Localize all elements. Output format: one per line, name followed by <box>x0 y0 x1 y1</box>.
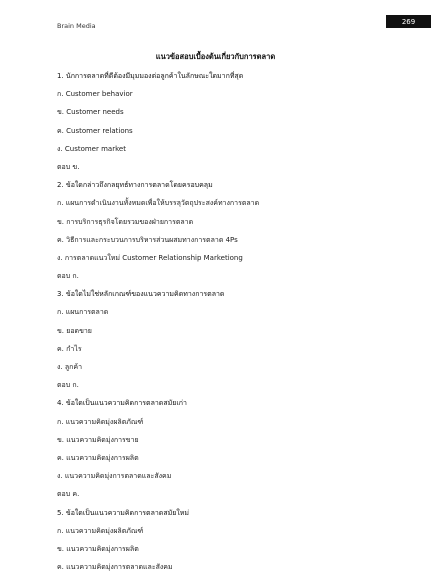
answer-text: ตอบ ก. <box>57 272 79 281</box>
answer-text: ตอบ ข. <box>57 162 80 171</box>
choice-text: ก. แผนการดำเนินงานทั้งหมดเพื่อให้บรรลุวัตถุประสงค์ทางการตลาด <box>57 199 260 208</box>
choice-text: ง. การตลาดแนวใหม่ Customer Relationship Marketiong <box>57 253 243 262</box>
choice-text: ข. แนวความคิดมุ่งการขาย <box>57 435 139 444</box>
answer-text: ตอบ ค. <box>57 490 80 499</box>
page-number: 269 <box>386 15 431 28</box>
answer-text: ตอบ ก. <box>57 381 79 390</box>
header-brand: Brain Media <box>57 22 96 30</box>
choice-text: ค. Customer relations <box>57 126 133 135</box>
choice-text: ก. แนวความคิดมุ่งผลิตภัณฑ์ <box>57 526 144 535</box>
question-text: 3. ข้อใดไม่ใช่หลักเกณฑ์ของแนวความคิดทางการตลาด <box>57 290 225 299</box>
choice-text: ค. แนวความคิดมุ่งการผลิต <box>57 453 139 462</box>
question-text: 4. ข้อใดเป็นแนวความคิดการตลาดสมัยเก่า <box>57 399 187 408</box>
choice-text: ก. แผนการตลาด <box>57 308 109 317</box>
choice-text: ง. แนวความคิดมุ่งการตลาดและสังคม <box>57 472 172 481</box>
choice-text: ค. วิธีการและกระบวนการบริหารส่วนผสมทางการตลาด 4Ps <box>57 235 238 244</box>
choice-text: ก. แนวความคิดมุ่งผลิตภัณฑ์ <box>57 417 144 426</box>
choice-text: ง. ลูกค้า <box>57 363 83 371</box>
choice-text: ค. แนวความคิดมุ่งการตลาดและสังคม <box>57 563 173 572</box>
question-list <box>57 67 417 576</box>
choice-text: ง. Customer market <box>57 144 126 153</box>
choice-text: ข. Customer needs <box>57 108 124 117</box>
choice-text: ข. การบริการธุรกิจโดยรวมของฝ่ายการตลาด <box>57 217 194 226</box>
question-text: 1. นักการตลาดที่ดีต้องมีมุมมองต่อลูกค้าในลักษณะใดมากที่สุด <box>57 72 244 80</box>
choice-text: ข. ยอดขาย <box>57 326 92 335</box>
choice-text: ข. แนวความคิดมุ่งการผลิต <box>57 544 139 553</box>
choice-text: ก. Customer behavior <box>57 90 133 99</box>
choice-text: ค. กำไร <box>57 344 82 353</box>
question-text: 2. ข้อใดกล่าวถึงกลยุทธ์ทางการตลาดโดยครอบคลุม <box>57 181 213 190</box>
question-text: 5. ข้อใดเป็นแนวความคิดการตลาดสมัยใหม่ <box>57 508 189 517</box>
page-title: แนวข้อสอบเบื้องต้นเกี่ยวกับการตลาด <box>155 52 276 61</box>
